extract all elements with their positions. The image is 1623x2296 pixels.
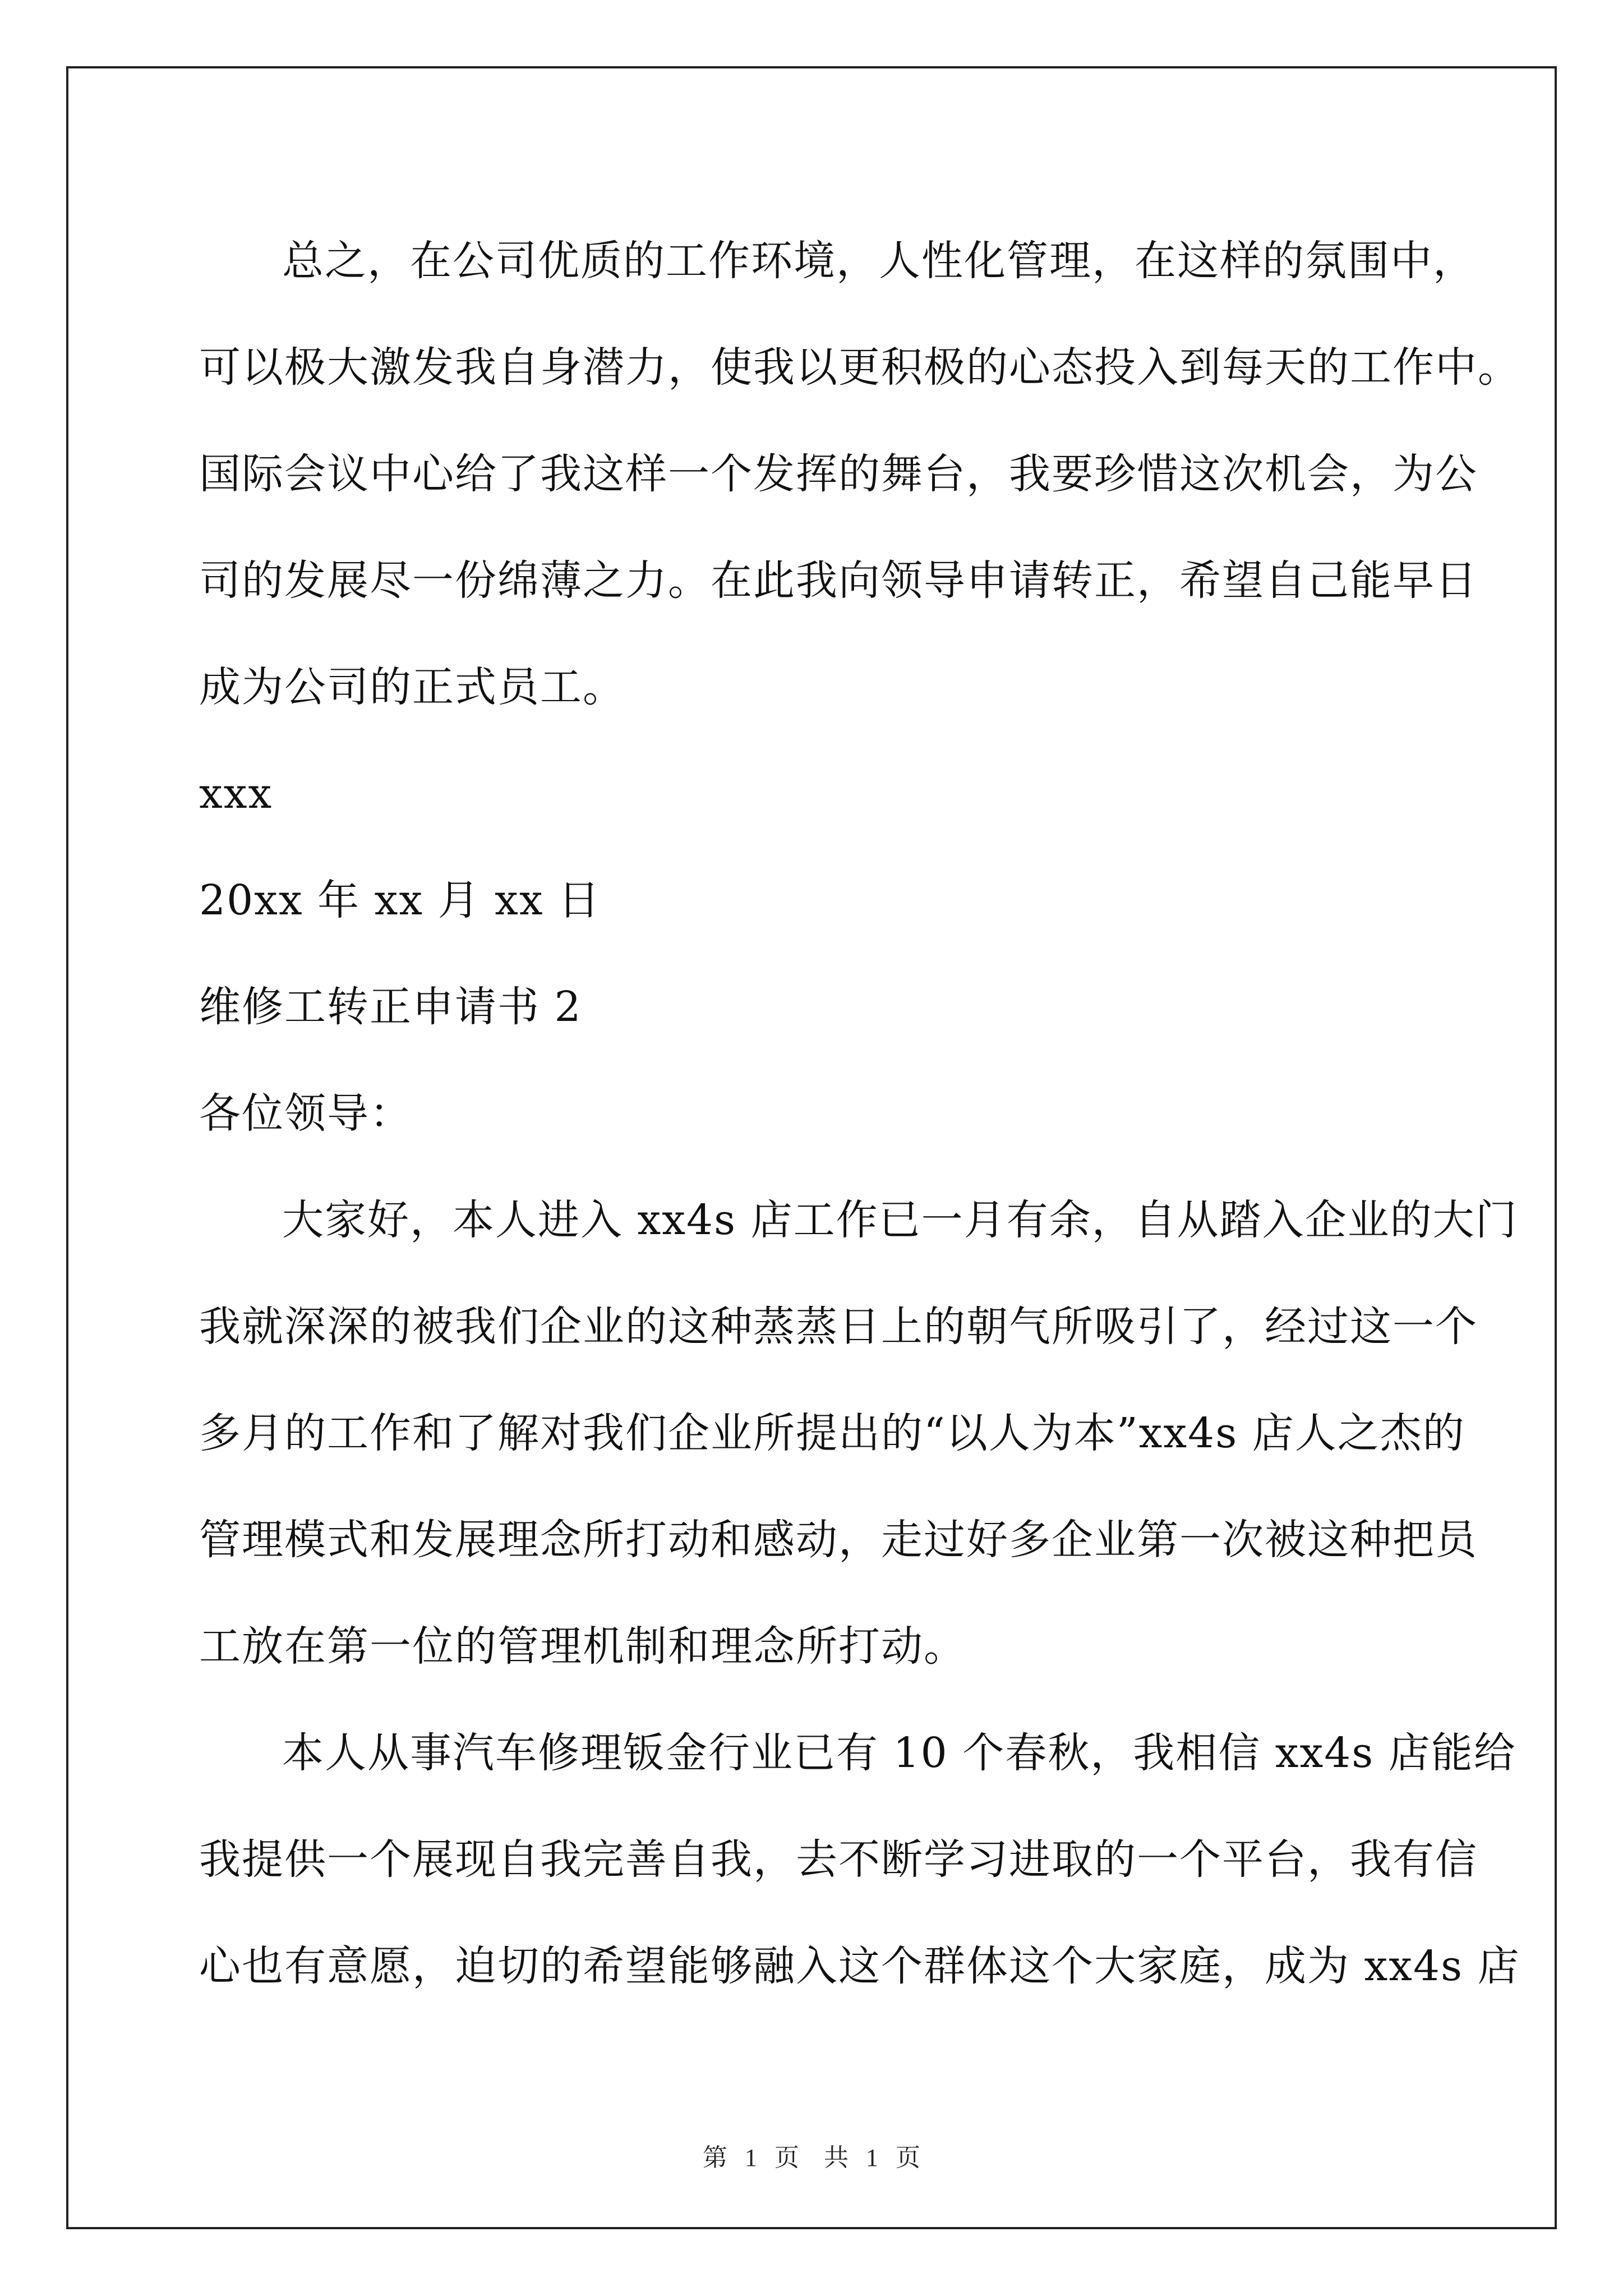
paragraph-line: 工放在第一位的管理机制和理念所打动。	[199, 1622, 966, 1671]
paragraph-line: 可以极大激发我自身潜力，使我以更积极的心态投入到每天的工作中。	[199, 343, 1520, 392]
paragraph-line: 国际会议中心给了我这样一个发挥的舞台，我要珍惜这次机会，为公	[199, 450, 1478, 498]
paragraph-line: 管理模式和发展理念所打动和感动，走过好多企业第一次被这种把员	[199, 1516, 1478, 1564]
paragraph-line: 成为公司的正式员工。	[199, 663, 625, 711]
paragraph-line: 司的发展尽一份绵薄之力。在此我向领导申请转正，希望自己能早日	[199, 556, 1478, 605]
paragraph-line: 本人从事汽车修理钣金行业已有 10 个春秋，我相信 xx4s 店能给	[282, 1729, 1516, 1777]
page-footer: 第 1 页 共 1 页	[703, 2144, 920, 2171]
paragraph-line: 总之，在公司优质的工作环境，人性化管理，在这样的氛围中，	[282, 237, 1476, 285]
signature-name: xxx	[199, 770, 273, 818]
document-body	[199, 208, 1520, 2019]
paragraph-line: 我提供一个展现自我完善自我，去不断学习进取的一个平台，我有信	[199, 1835, 1478, 1884]
paragraph-line: 我就深深的被我们企业的这种蒸蒸日上的朝气所吸引了，经过这一个	[199, 1303, 1478, 1351]
signature-date: 20xx 年 xx 月 xx 日	[199, 876, 601, 924]
section-title: 维修工转正申请书 2	[199, 983, 582, 1031]
paragraph-line: 多月的工作和了解对我们企业所提出的“以人为本”xx4s 店人之杰的	[199, 1409, 1465, 1457]
paragraph-line: 心也有意愿，迫切的希望能够融入这个群体这个大家庭，成为 xx4s 店	[199, 1942, 1520, 1990]
paragraph-line: 大家好，本人进入 xx4s 店工作已一月有余，自从踏入企业的大门	[282, 1196, 1518, 1244]
salutation: 各位领导：	[199, 1089, 412, 1138]
